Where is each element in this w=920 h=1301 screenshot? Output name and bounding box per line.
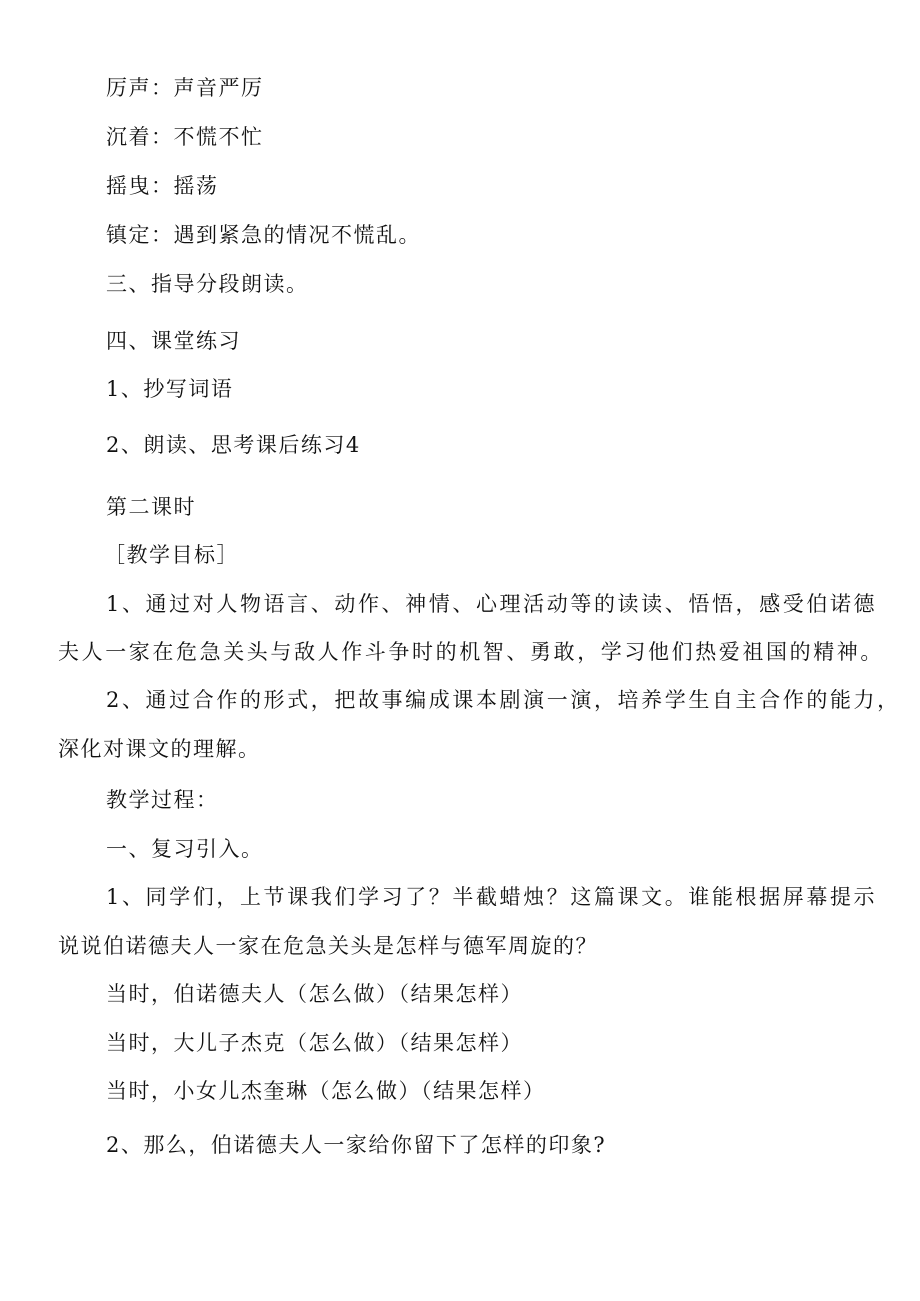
objective-2-line-2: 深化对课文的理解。 [58,737,261,761]
section-step4: 四、课堂练习 [106,329,241,353]
vocab-line: 镇定：遇到紧急的情况不慌乱。 [106,223,421,247]
review-question-2: 2、那么，伯诺德夫人一家给你留下了怎样的印象? [106,1133,607,1157]
prompt-line: 当时，伯诺德夫人（怎么做）（结果怎样） [106,982,523,1006]
review-question-1-line-1: 1、同学们，上节课我们学习了？半截蜡烛？这篇课文。谁能根据屏幕提示 [106,885,878,909]
section-step3: 三、指导分段朗读。 [106,272,309,296]
vocab-line: 摇曳：摇荡 [106,174,219,198]
objective-1-line-1: 1、通过对人物语言、动作、神情、心理活动等的读读、悟悟，感受伯诺德 [106,592,878,616]
vocab-line: 沉着：不慌不忙 [106,125,264,149]
process-heading: 教学过程： [106,788,219,812]
objectives-heading: ［教学目标］ [104,543,239,567]
lesson-title: 第二课时 [106,495,196,519]
review-heading: 一、复习引入。 [106,837,264,861]
objective-2-line-1: 2、通过合作的形式，把故事编成课本剧演一演，培养学生自主合作的能力， [106,688,901,712]
practice-item: 1、抄写词语 [106,377,234,401]
prompt-line: 当时，小女儿杰奎琳（怎么做）（结果怎样） [106,1079,546,1103]
review-question-1-line-2: 说说伯诺德夫人一家在危急关头是怎样与德军周旋的？ [58,934,598,958]
practice-item: 2、朗读、思考课后练习4 [106,433,361,457]
vocab-line: 厉声：声音严厉 [106,76,264,100]
objective-1-line-2: 夫人一家在危急关头与敌人作斗争时的机智、勇敢，学习他们热爱祖国的精神。 [58,640,884,664]
prompt-line: 当时，大儿子杰克（怎么做）（结果怎样） [106,1031,523,1055]
